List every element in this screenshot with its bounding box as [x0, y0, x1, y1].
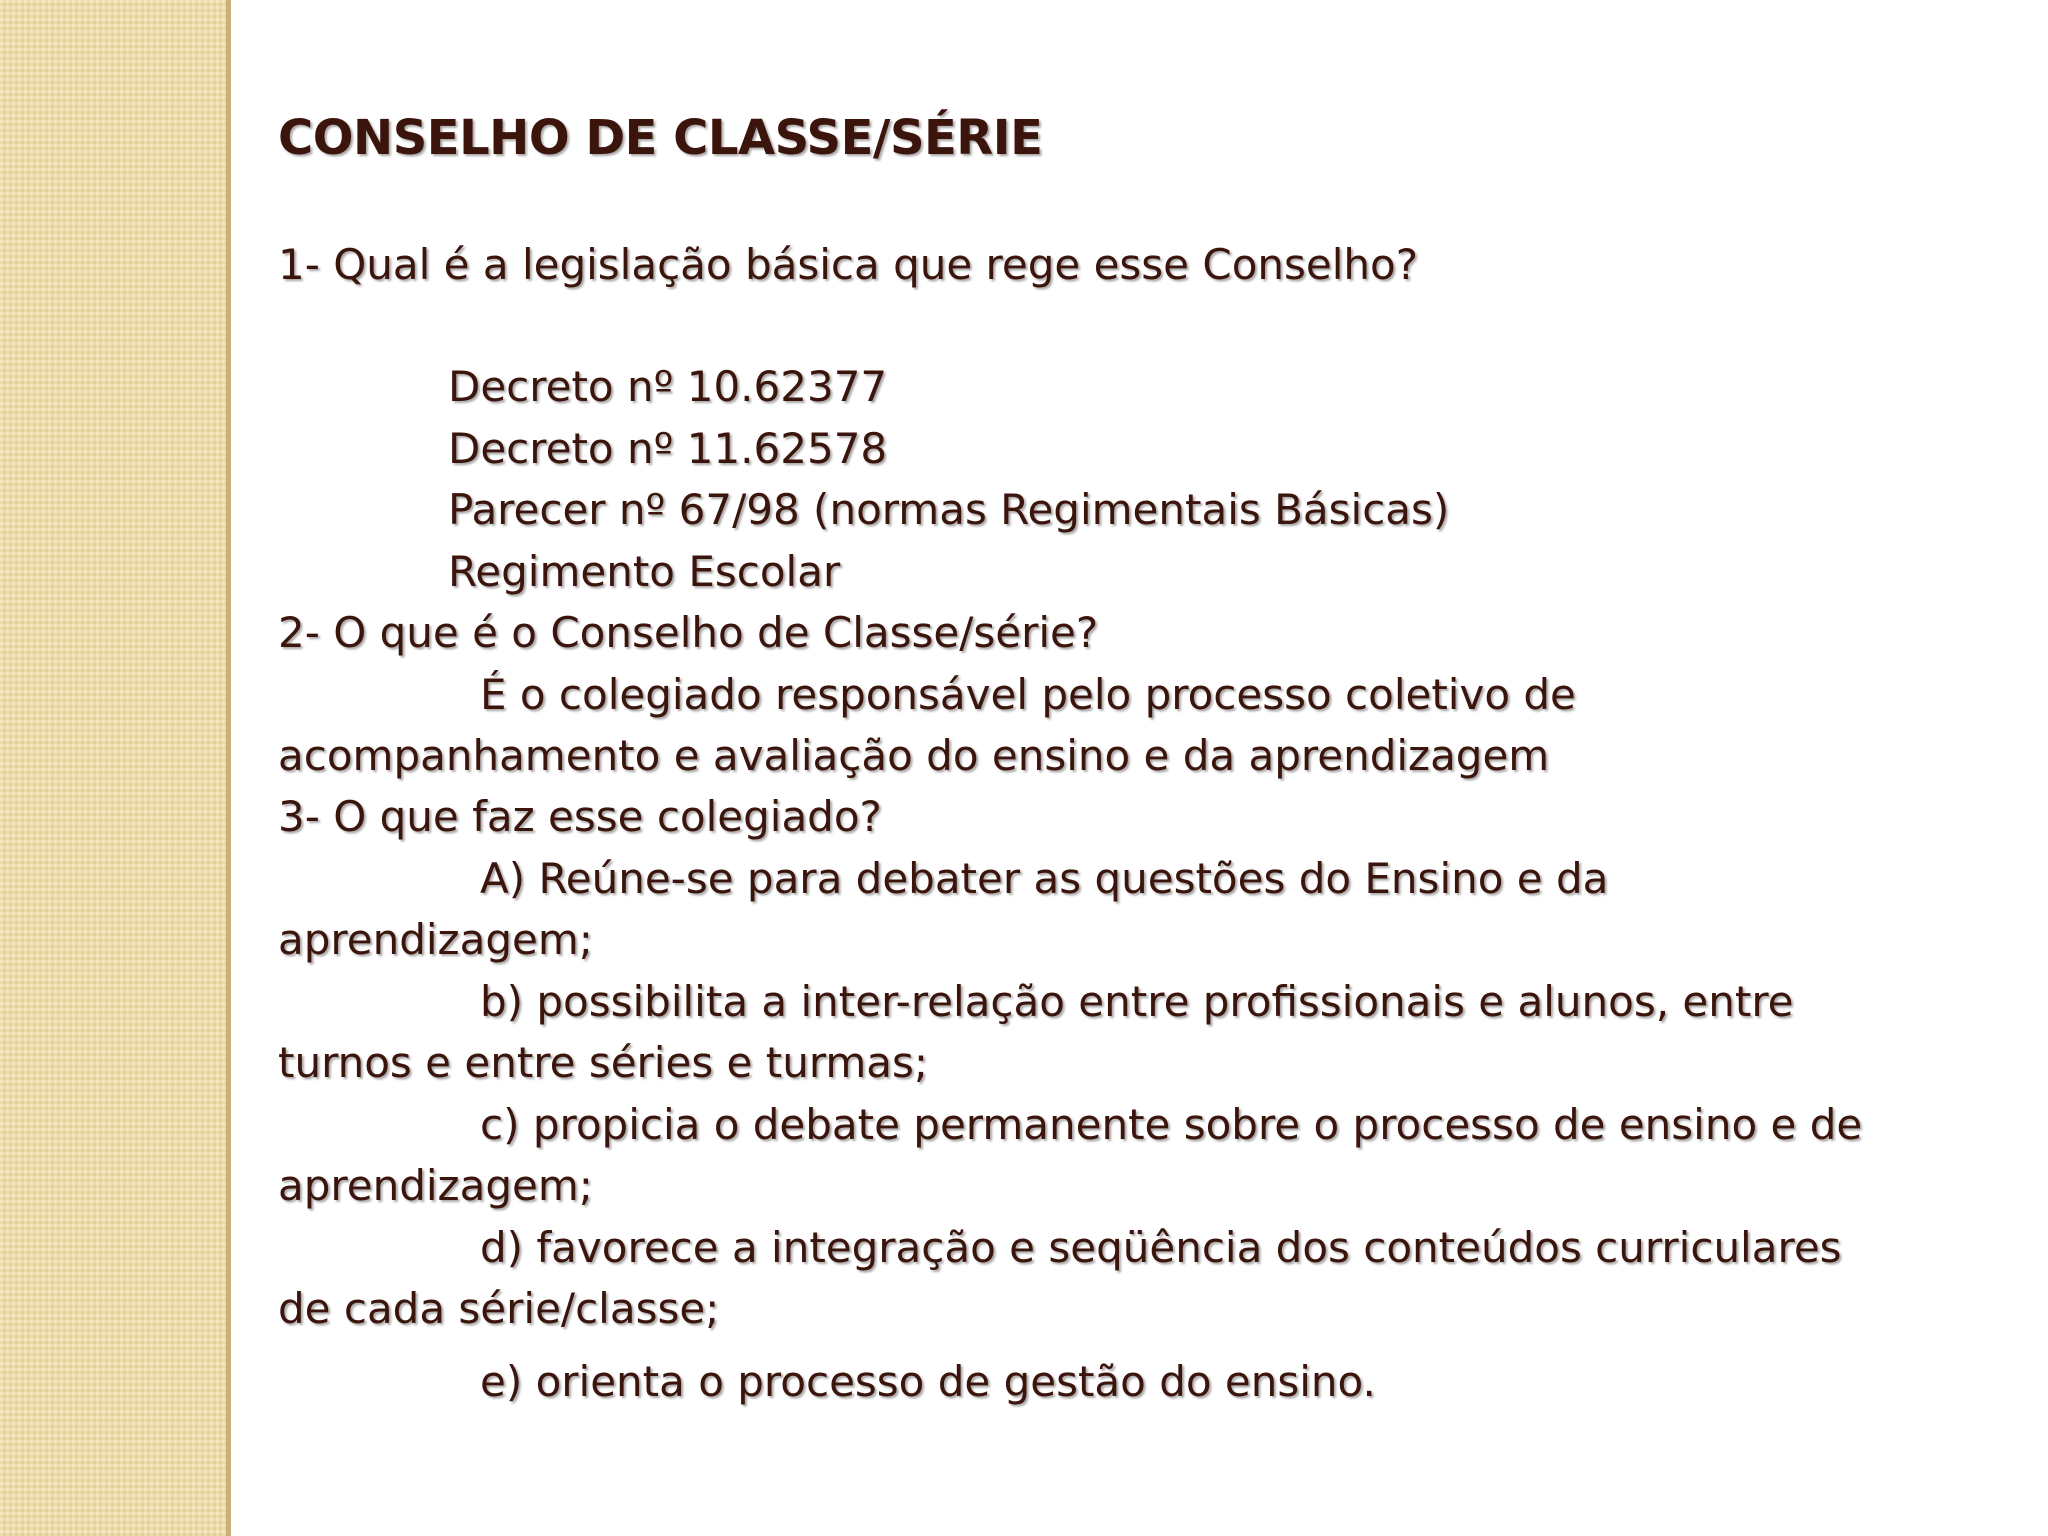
item-c-line-1: c) propicia o debate permanente sobre o processo de ensino e de — [480, 1100, 1863, 1149]
answer-2-line-2: acompanhamento e avaliação do ensino e da aprendizagem — [278, 731, 1550, 780]
question-2: 2- O que é o Conselho de Classe/série? — [278, 608, 1099, 657]
legislation-item-2: Decreto nº 11.62578 — [448, 424, 888, 473]
question-1: 1- Qual é a legislação básica que rege esse Conselho? — [278, 240, 1419, 289]
item-e: e) orienta o processo de gestão do ensino. — [480, 1357, 1376, 1406]
answer-2-line-1: É o colegiado responsável pelo processo coletivo de — [480, 670, 1576, 719]
item-b-line-1: b) possibilita a inter-relação entre profissionais e alunos, entre — [480, 977, 1794, 1026]
item-a-line-2: aprendizagem; — [278, 915, 593, 964]
item-c-line-2: aprendizagem; — [278, 1161, 593, 1210]
slide-title: CONSELHO DE CLASSE/SÉRIE — [278, 110, 1043, 166]
item-b-line-2: turnos e entre séries e turmas; — [278, 1038, 929, 1087]
legislation-item-3: Parecer nº 67/98 (normas Regimentais Básicas) — [448, 485, 1450, 534]
item-d-line-2: de cada série/classe; — [278, 1284, 720, 1333]
legislation-item-4: Regimento Escolar — [448, 547, 841, 596]
item-a-line-1: A) Reúne-se para debater as questões do Ensino e da — [480, 854, 1609, 903]
question-3: 3- O que faz esse colegiado? — [278, 792, 882, 841]
item-d-line-1: d) favorece a integração e seqüência dos conteúdos curriculares — [480, 1223, 1842, 1272]
legislation-item-1: Decreto nº 10.62377 — [448, 362, 888, 411]
